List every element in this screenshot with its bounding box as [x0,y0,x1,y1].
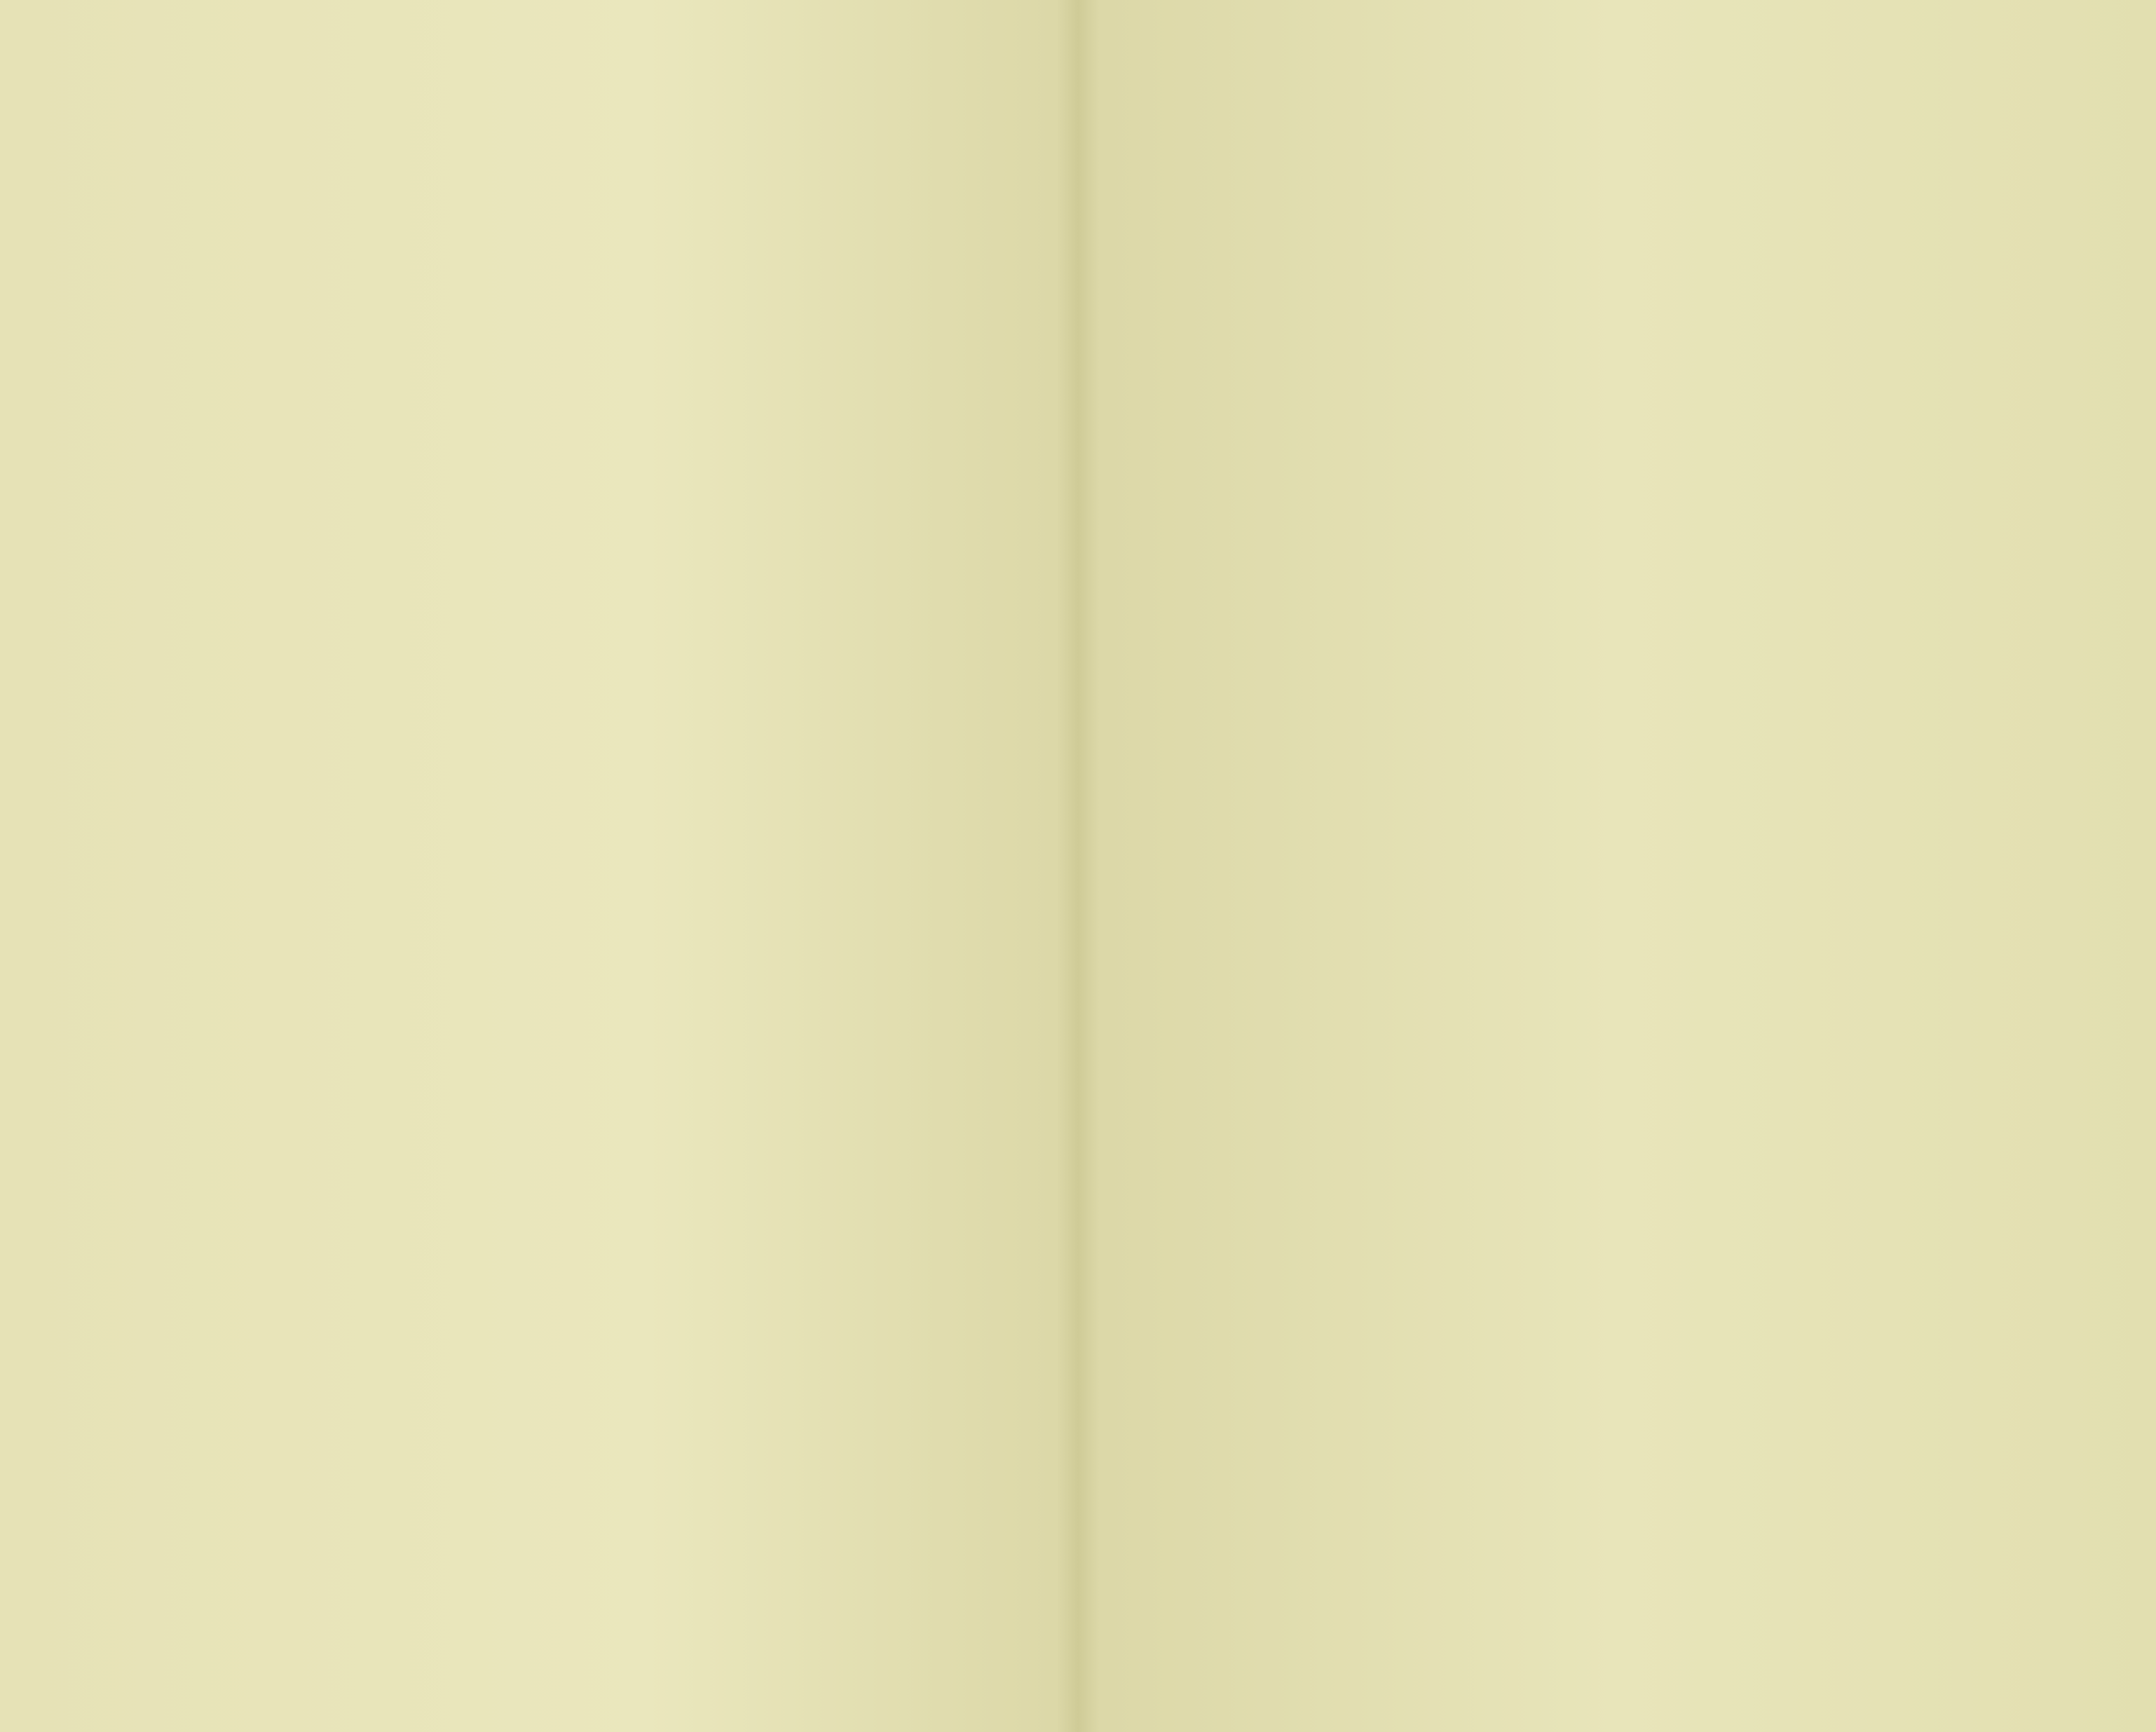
header-occupation [1601,129,2056,157]
header-estate [674,130,772,291]
header-schooling [1485,191,1597,289]
header-main-occupation [1601,191,1821,289]
header-military-status [1825,258,2056,290]
header-absence [1204,130,1304,291]
header-literacy [1438,129,1597,157]
header-name [98,130,400,291]
header-religion [1308,130,1370,291]
header-age [576,130,625,291]
header-literacy-b-letter [1485,160,1597,188]
header-resides [1091,130,1199,291]
header-can-read [1438,191,1480,289]
header-marital [628,130,667,291]
header-occupation-a-letter [1601,160,1821,188]
header-sex [411,130,447,291]
header-registered [910,130,1049,291]
header-language [1374,130,1433,291]
header-born [784,130,903,291]
header-literacy-a-letter [1438,160,1480,188]
header-relation [451,130,572,291]
header-secondary-occupation [1825,203,2056,236]
header-occupation-b-letter [1825,160,2056,188]
